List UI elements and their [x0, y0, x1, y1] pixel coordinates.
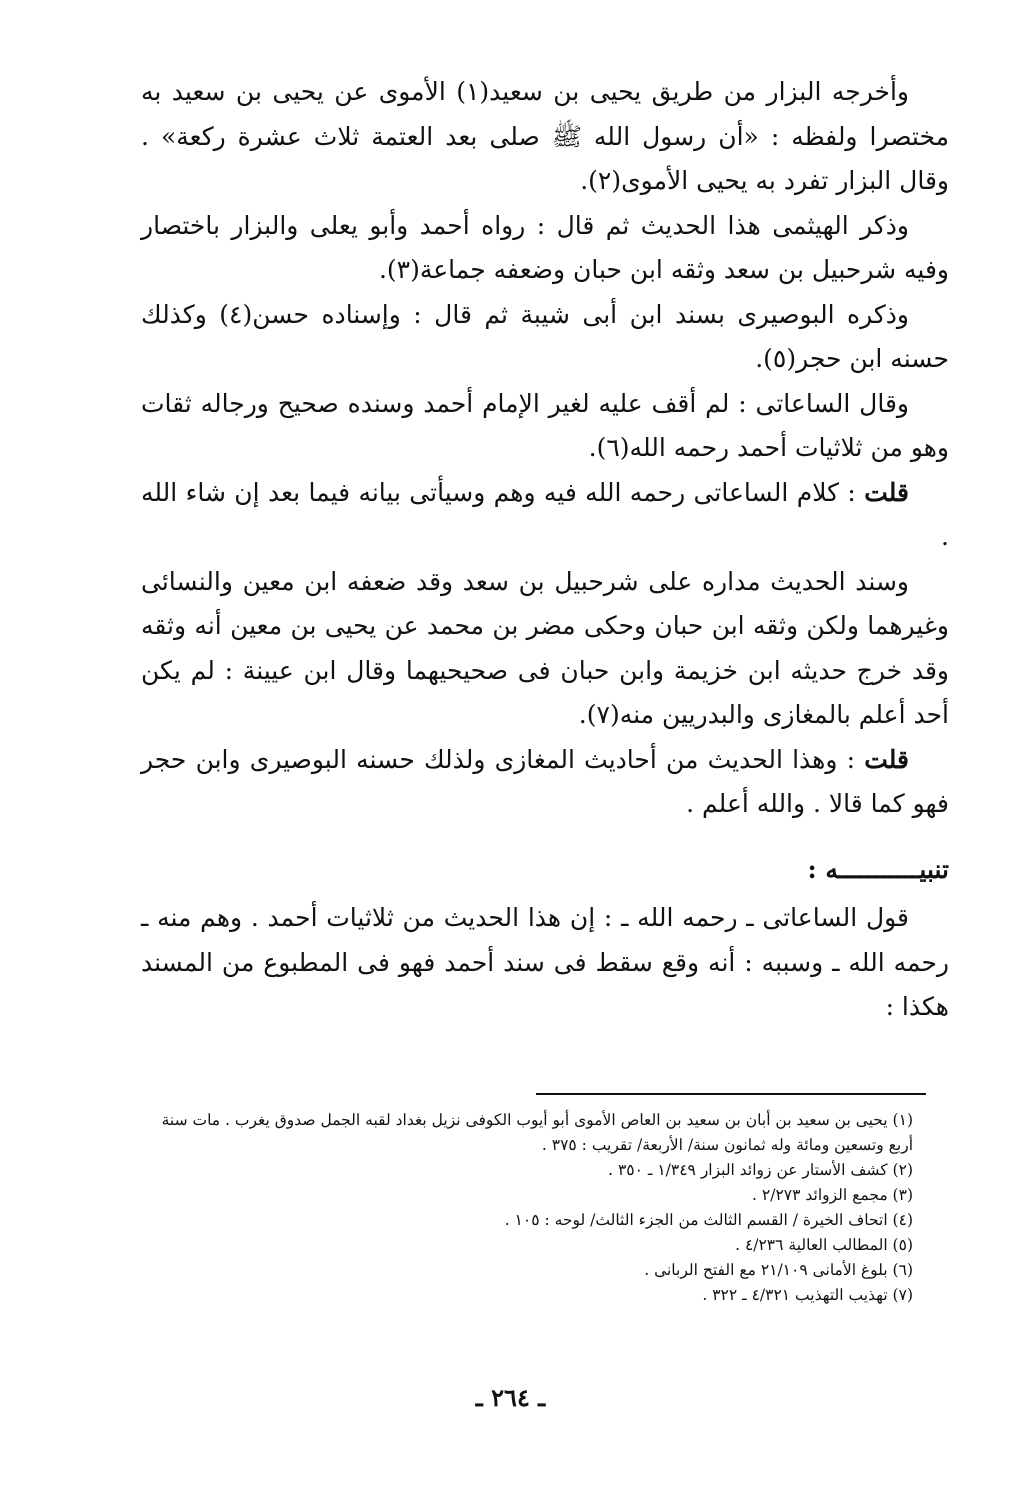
footnote-separator	[536, 1093, 926, 1095]
paragraph-1	[141, 70, 949, 204]
paragraph-5	[141, 471, 949, 560]
note-text	[141, 896, 949, 1030]
paragraph-6	[141, 560, 949, 738]
paragraph-2	[141, 204, 949, 293]
paragraph-text: وسند الحديث مداره على شرحبيل بن سعد وقد ضعفه ابن معين والنسائى وغيرهما ولكن وثقه ابن حبان وحكى مضر بن محمد عن يحيى بن معين أنه وثقه وقد خرج حديثه ابن خزيمة وابن حبان فى صحيحيهما وقال ابن عيينة : لم يكن أحد أعلم بالمغازى والبدريين منه(٧).	[141, 566, 949, 729]
paragraph-text: وأخرجه البزار من طريق يحيى بن سعيد(١) الأموى عن يحيى بن سعيد به مختصرا ولفظه : «أن رسول الله ﷺ صلى بعد العتمة ثلاث عشرة ركعة» . وقال البزار تفرد به يحيى الأموى(٢).	[141, 77, 949, 195]
note-heading: تنبيـــــــــــه :	[807, 855, 949, 884]
footnote-3: (٣) مجمع الزوائد ٢/٢٧٣ .	[752, 1186, 913, 1204]
footnote-1: (١) يحيى بن سعيد بن أبان بن سعيد بن العاص الأموى أبو أيوب الكوفى نزيل بغداد لقبه الجمل صدوق يغرب . مات سنة أربع وتسعين ومائة وله ثمانون سنة/ الأربعة/ تقريب : ٣٧٥ .	[161, 1111, 913, 1154]
footnote-5: (٥) المطالب العالية ٤/٢٣٦ .	[735, 1236, 913, 1254]
paragraph-3	[141, 293, 949, 382]
paragraph-4	[141, 382, 949, 471]
footnote-2: (٢) كشف الأستار عن زوائد البزار ١/٣٤٩ ـ ٣٥٠ .	[608, 1161, 913, 1179]
footnote-7: (٧) تهذيب التهذيب ٤/٣٢١ ـ ٣٢٢ .	[702, 1286, 913, 1304]
paragraph-text: : كلام الساعاتى رحمه الله فيه وهم وسيأتى بيانه فيما بعد إن شاء الله .	[141, 477, 949, 551]
footnote-4: (٤) اتحاف الخيرة / القسم الثالث من الجزء الثالث/ لوحه : ١٠٥ .	[504, 1211, 913, 1229]
footnotes	[141, 1108, 949, 1308]
paragraph-lead: قلت	[864, 477, 909, 507]
page-number: ـ ٢٦٤ ـ	[475, 1383, 546, 1412]
main-text	[141, 70, 949, 827]
paragraph-text: وذكر الهيثمى هذا الحديث ثم قال : رواه أحمد وأبو يعلى والبزار باختصار وفيه شرحبيل بن سعد وثقه ابن حبان وضعفه جماعة(٣).	[141, 210, 949, 284]
paragraph-text: وقال الساعاتى : لم أقف عليه لغير الإمام أحمد وسنده صحيح ورجاله ثقات وهو من ثلاثيات أحمد رحمه الله(٦).	[141, 388, 949, 462]
paragraph-text: وذكره البوصيرى بسند ابن أبى شيبة ثم قال : وإسناده حسن(٤) وكذلك حسنه ابن حجر(٥).	[141, 299, 949, 373]
paragraph-lead: قلت	[864, 744, 909, 774]
note-paragraph: قول الساعاتى ـ رحمه الله ـ : إن هذا الحديث من ثلاثيات أحمد . وهم منه ـ رحمه الله ـ وسببه : أنه وقع سقط فى سند أحمد فهو فى المطبوع من المسند هكذا :	[141, 903, 949, 1021]
paragraph-text: : وهذا الحديث من أحاديث المغازى ولذلك حسنه البوصيرى وابن حجر فهو كما قالا . والله أعلم .	[141, 744, 949, 818]
footnote-6: (٦) بلوغ الأمانى ٢١/١٠٩ مع الفتح الربانى .	[644, 1261, 913, 1279]
paragraph-7	[141, 738, 949, 827]
